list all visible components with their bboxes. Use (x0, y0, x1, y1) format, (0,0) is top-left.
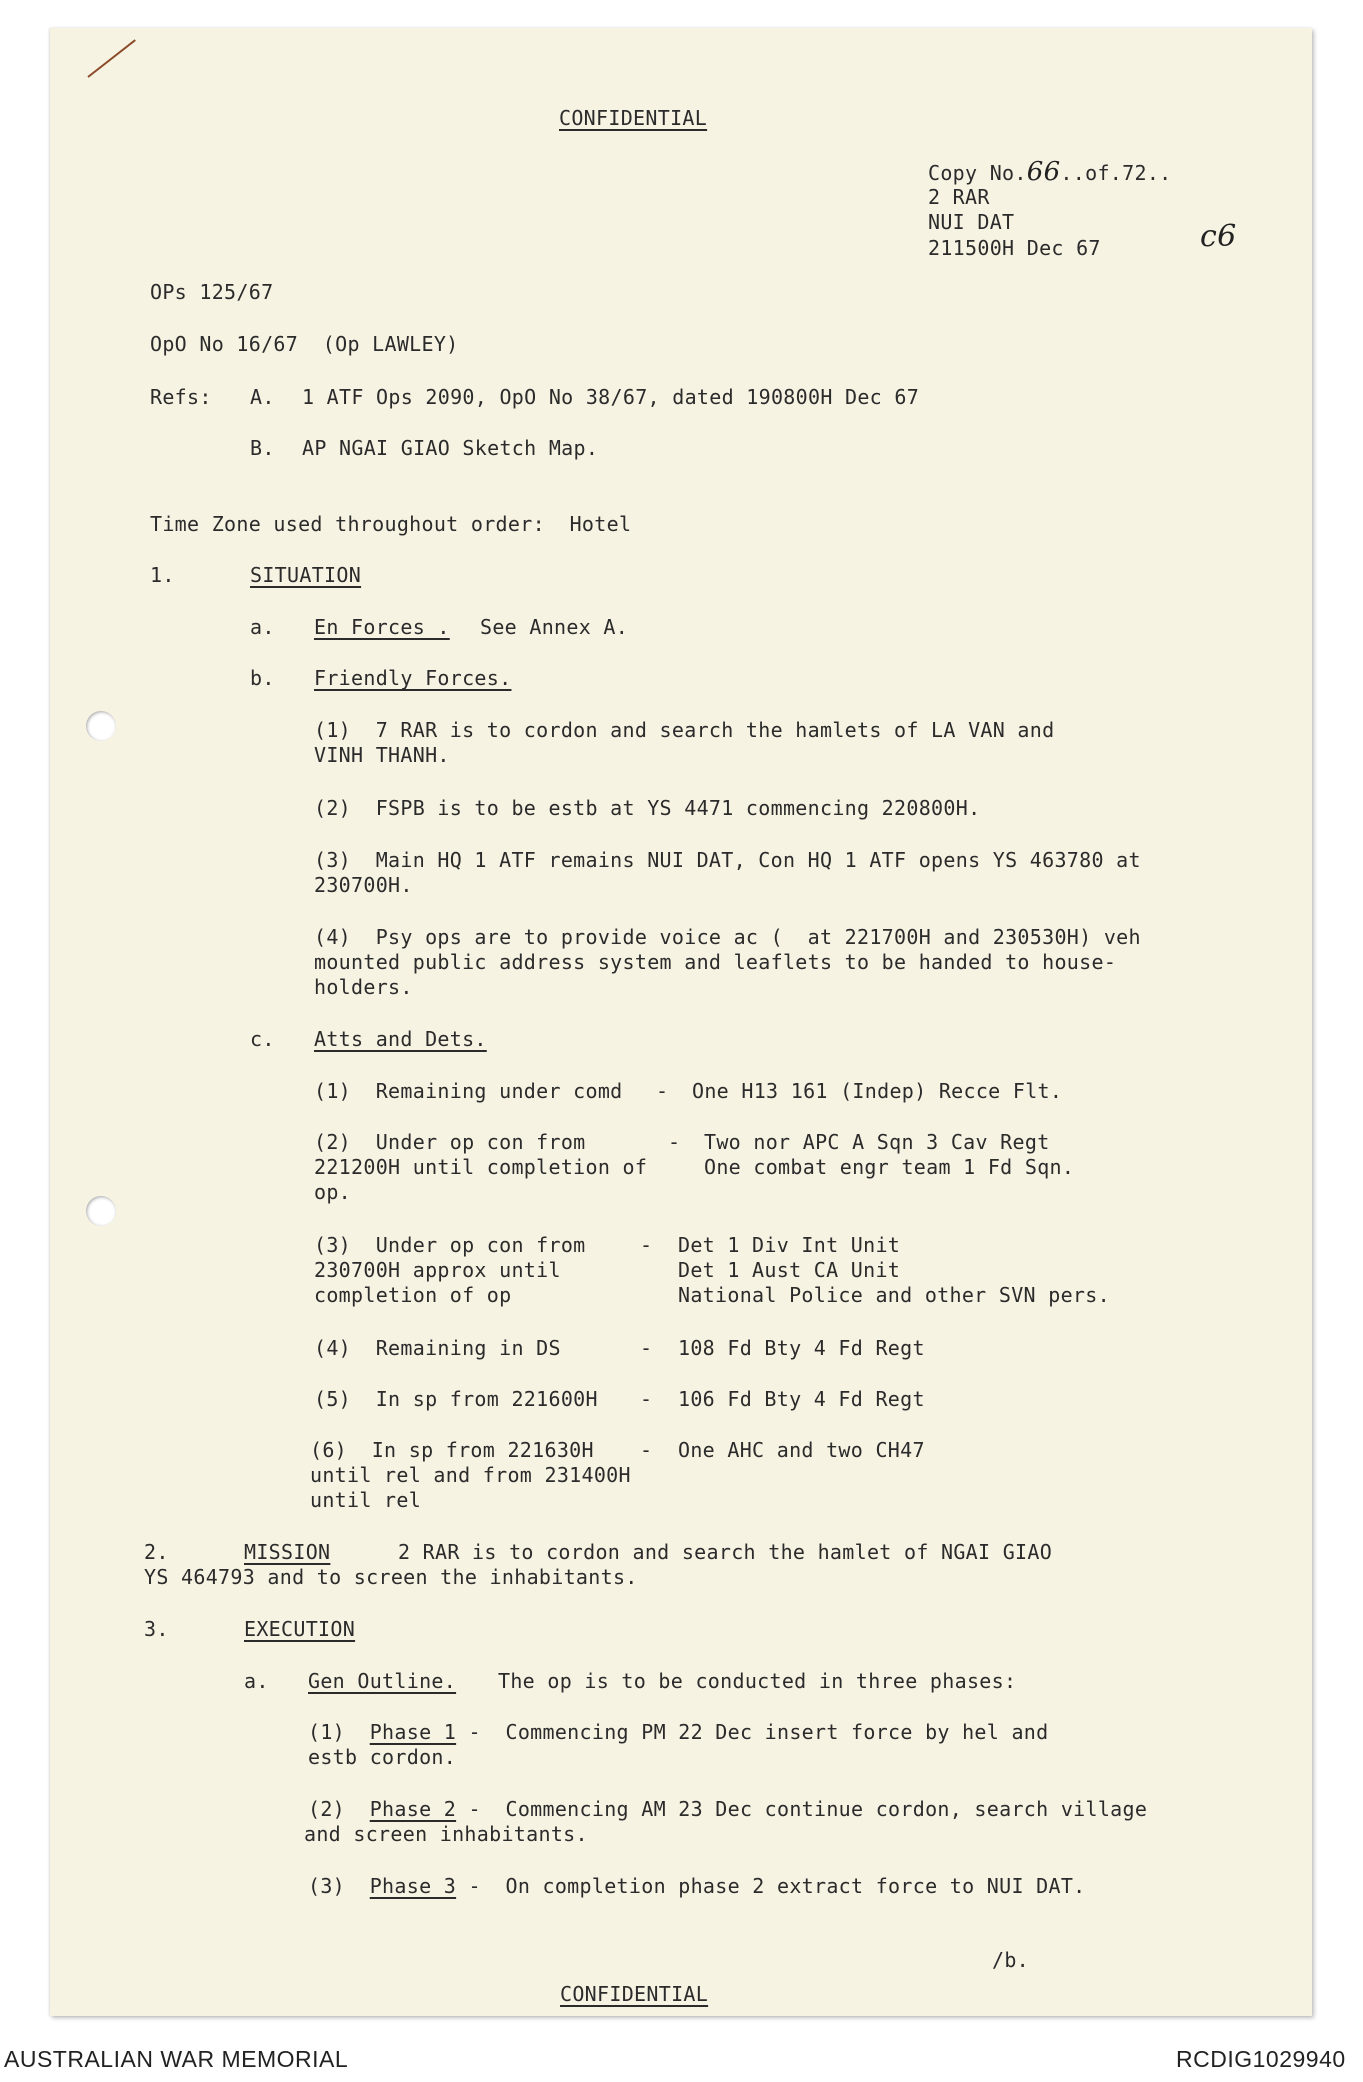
att-1-dash: - (656, 1079, 669, 1103)
att-1-left: (1) Remaining under comd (314, 1079, 623, 1103)
situation-heading: SITUATION (250, 563, 362, 587)
ops-number: OPs 125/67 (150, 280, 274, 304)
copy-of: ..of. (1060, 161, 1123, 185)
phase-2-text: - Commencing AM 23 Dec continue cordon, search village (456, 1797, 1148, 1821)
phase-3-text: - On completion phase 2 extract force to NUI DAT. (456, 1874, 1086, 1898)
att-6-right: One AHC and two CH47 (678, 1438, 925, 1462)
att-5-right: 106 Fd Bty 4 Fd Regt (678, 1387, 925, 1411)
para-1a-letter: a. (250, 615, 275, 639)
phase-2-line1 (308, 1797, 1147, 1822)
en-forces-heading: En Forces . (314, 615, 450, 639)
issuing-location: NUI DAT (928, 210, 1015, 234)
page-continuation: /b. (992, 1948, 1030, 1972)
phase-1-line1 (308, 1720, 1048, 1745)
att-2-left-line2: 221200H until completion of (314, 1155, 648, 1179)
mission-heading: MISSION (244, 1540, 331, 1564)
opo-number: OpO No 16/67 (Op LAWLEY) (150, 332, 459, 356)
date-time-group: 211500H Dec 67 (928, 236, 1101, 260)
att-3-right-line1: Det 1 Div Int Unit (678, 1233, 901, 1257)
execution-heading: EXECUTION (244, 1617, 356, 1641)
mission-text-line2: YS 464793 and to screen the inhabitants. (144, 1565, 638, 1589)
att-6-left-line2: until rel and from 231400H (310, 1463, 631, 1487)
friendly-3-line2: 230700H. (314, 873, 413, 897)
att-5-left: (5) In sp from 221600H (314, 1387, 598, 1411)
att-3-right-line3: National Police and other SVN pers. (678, 1283, 1110, 1307)
en-forces-text: See Annex A. (480, 615, 629, 639)
friendly-2-line1: (2) FSPB is to be estb at YS 4471 commencing 220800H. (314, 796, 981, 820)
att-2-right-line2: One combat engr team 1 Fd Sqn. (704, 1155, 1075, 1179)
gen-outline-text: The op is to be conducted in three phases: (498, 1669, 1017, 1693)
para-3-number: 3. (144, 1617, 169, 1641)
att-6-dash: - (640, 1438, 653, 1462)
friendly-4-line3: holders. (314, 975, 413, 999)
phase-1-line2: estb cordon. (308, 1745, 457, 1769)
gen-outline-heading: Gen Outline. (308, 1669, 457, 1693)
att-3-right-line2: Det 1 Aust CA Unit (678, 1258, 901, 1282)
mission-text-line1: 2 RAR is to cordon and search the hamlet of NGAI GIAO (398, 1540, 1053, 1564)
atts-dets-heading: Atts and Dets. (314, 1027, 487, 1051)
att-2-dash: - (668, 1130, 681, 1154)
att-2-left-line1: (2) Under op con from (314, 1130, 586, 1154)
friendly-3-line1: (3) Main HQ 1 ATF remains NUI DAT, Con HQ 1 ATF opens YS 463780 at (314, 848, 1141, 872)
issuing-unit: 2 RAR (928, 185, 990, 209)
ref-a-text: 1 ATF Ops 2090, OpO No 38/67, dated 190800H Dec 67 (302, 385, 920, 409)
friendly-1-line1: (1) 7 RAR is to cordon and search the hamlets of LA VAN and (314, 718, 1055, 742)
handwritten-mark: c6 (1200, 219, 1237, 254)
ref-b-letter: B. (250, 436, 275, 460)
copy-total: 72 (1122, 161, 1147, 185)
friendly-4-line2: mounted public address system and leaflets to be handed to house- (314, 950, 1117, 974)
para-1c-letter: c. (250, 1027, 275, 1051)
ref-b-text: AP NGAI GIAO Sketch Map. (302, 436, 599, 460)
att-1-right: One H13 161 (Indep) Recce Flt. (692, 1079, 1063, 1103)
friendly-4-line1: (4) Psy ops are to provide voice ac ( at 221700H and 230530H) veh (314, 925, 1141, 949)
para-1-number: 1. (150, 563, 175, 587)
friendly-1-line2: VINH THANH. (314, 743, 450, 767)
classification-top: CONFIDENTIAL (559, 106, 708, 130)
document-page (50, 28, 1312, 2016)
att-3-left-line2: 230700H approx until (314, 1258, 561, 1282)
phase-3-num: (3) (308, 1874, 346, 1898)
att-2-left-line3: op. (314, 1180, 352, 1204)
att-3-left-line1: (3) Under op con from (314, 1233, 586, 1257)
archive-identifier: RCDIG1029940 (1176, 2046, 1346, 2072)
att-6-left-line3: until rel (310, 1488, 422, 1512)
copy-prefix: Copy No. (928, 161, 1027, 185)
att-4-dash: - (640, 1336, 653, 1360)
att-4-left: (4) Remaining in DS (314, 1336, 561, 1360)
copy-number-line (928, 157, 1172, 187)
phase-1-num: (1) (308, 1720, 346, 1744)
att-2-right-line1: Two nor APC A Sqn 3 Cav Regt (704, 1130, 1050, 1154)
att-6-left-line1: (6) In sp from 221630H (310, 1438, 594, 1462)
copy-suffix: .. (1146, 161, 1172, 185)
punch-hole-top (86, 711, 116, 741)
friendly-forces-heading: Friendly Forces. (314, 666, 512, 690)
att-5-dash: - (640, 1387, 653, 1411)
phase-2-label: Phase 2 (369, 1797, 457, 1821)
att-3-left-line3: completion of op (314, 1283, 512, 1307)
para-2-number: 2. (144, 1540, 169, 1564)
refs-label: Refs: (150, 385, 212, 409)
para-1b-letter: b. (250, 666, 275, 690)
phase-2-line2: and screen inhabitants. (304, 1822, 588, 1846)
phase-2-num: (2) (308, 1797, 346, 1821)
archive-institution: AUSTRALIAN WAR MEMORIAL (4, 2046, 349, 2072)
classification-bottom: CONFIDENTIAL (560, 1982, 709, 2006)
phase-1-label: Phase 1 (369, 1720, 457, 1744)
para-3a-letter: a. (244, 1669, 269, 1693)
ref-a-letter: A. (250, 385, 275, 409)
phase-1-text: - Commencing PM 22 Dec insert force by hel and (456, 1720, 1049, 1744)
punch-hole-bottom (86, 1196, 116, 1226)
time-zone: Time Zone used throughout order: Hotel (150, 512, 632, 536)
copy-number-handwritten: 66 (1026, 157, 1061, 187)
phase-3-label: Phase 3 (369, 1874, 457, 1898)
att-3-dash: - (640, 1233, 653, 1257)
phase-3-line1 (308, 1874, 1086, 1899)
att-4-right: 108 Fd Bty 4 Fd Regt (678, 1336, 925, 1360)
